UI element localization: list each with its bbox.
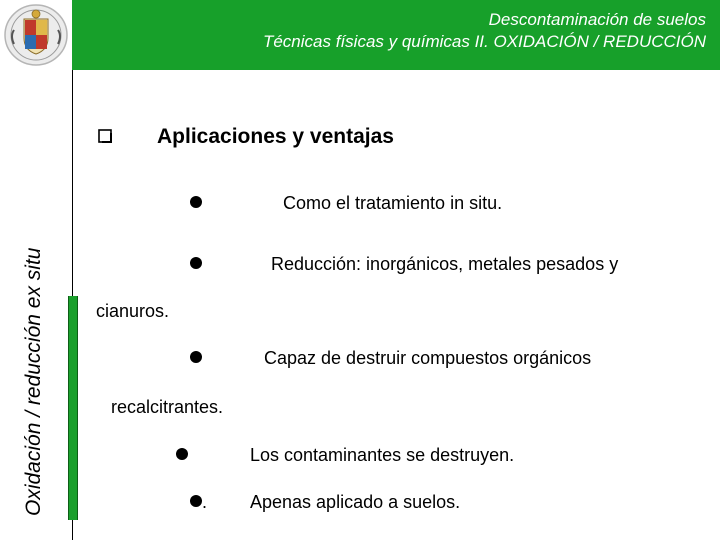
header-title-line1: Descontaminación de suelos — [488, 10, 706, 29]
header-title — [263, 9, 706, 53]
university-crest-icon — [2, 2, 70, 68]
bullet-dot-icon — [190, 495, 202, 507]
green-accent-bar — [68, 296, 78, 520]
bullet-dot-icon — [190, 257, 202, 269]
hollow-square-bullet-icon — [98, 129, 112, 143]
list-item: Los contaminantes se destruyen. — [250, 445, 515, 465]
bullet-dot-icon — [190, 351, 202, 363]
list-item-continuation: cianuros. — [96, 301, 170, 321]
header-title-line2: Técnicas físicas y químicas II. OXIDACIÓN / REDUCCIÓN — [262, 32, 706, 51]
bullet-dot-icon — [190, 196, 202, 208]
list-item: Apenas aplicado a suelos. — [250, 492, 461, 512]
list-item-continuation: recalcitrantes. — [111, 397, 224, 417]
list-item: Capaz de destruir compuestos orgánicos — [264, 348, 592, 368]
logo — [0, 0, 72, 70]
bullet-dot-icon — [176, 448, 188, 460]
bullet-suffix: . — [202, 492, 208, 512]
list-item: Como el tratamiento in situ. — [283, 193, 503, 213]
section-heading: Aplicaciones y ventajas — [157, 125, 394, 148]
vertical-title: Oxidación / reducción ex situ — [22, 247, 45, 516]
list-item: Reducción: inorgánicos, metales pesados y — [271, 254, 619, 274]
